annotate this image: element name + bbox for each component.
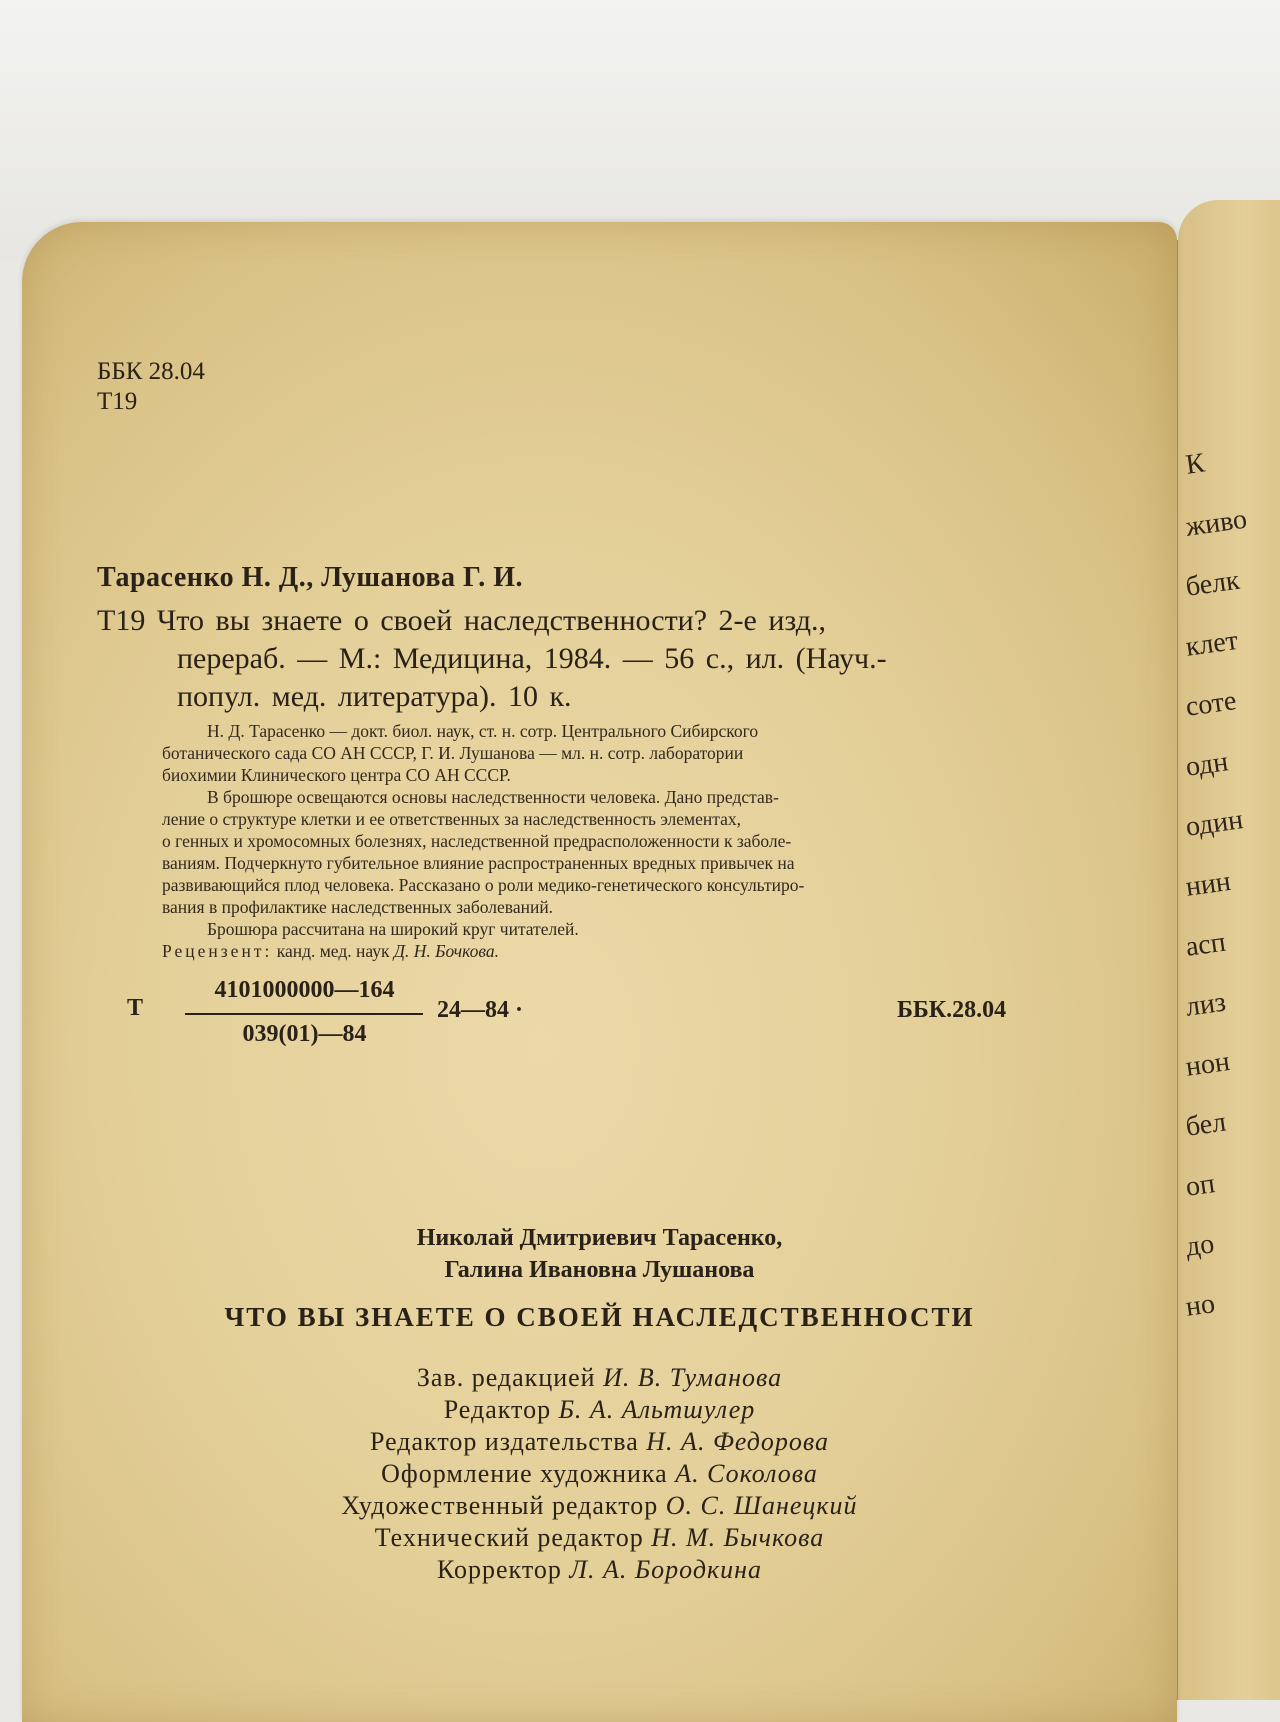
facing-page-fragment: но: [1183, 1288, 1217, 1323]
bbk-code: ББК 28.04: [97, 358, 205, 385]
credit-role: Зав. редакцией: [416, 1363, 596, 1392]
author-full-name: Николай Дмитриевич Тарасенко,: [416, 1225, 783, 1251]
annotation-line: развивающийся плод человека. Рассказано о роли медико-генетического консультиро-: [162, 875, 805, 895]
reviewer-name: Д. Н. Бочкова.: [393, 941, 499, 961]
fraction-line: [185, 1013, 423, 1015]
background-surface: [0, 0, 1280, 260]
annotation-line: Брошюра рассчитана на широкий круг читателей.: [207, 919, 579, 939]
credit-role: Художественный редактор: [341, 1491, 659, 1520]
credit-line: [22, 1426, 1177, 1458]
reviewer-label: Рецензент:: [162, 941, 273, 961]
code-letter: Т: [127, 995, 144, 1021]
credit-role: Корректор: [436, 1555, 562, 1584]
annotation-line: вания в профилактике наследственных заболеваний.: [162, 897, 554, 917]
annotation-line: ление о структуре клетки и ее ответственных за наследственность элементах,: [162, 809, 741, 829]
biblio-line: Т19 Что вы знаете о своей наследственности? 2-е изд.,: [97, 604, 826, 637]
annotation-line: В брошюре освещаются основы наследственности человека. Дано представ-: [207, 787, 779, 807]
facing-page-fragment: клет: [1183, 624, 1240, 663]
code-numerator: 4101000000—164: [214, 977, 395, 1003]
facing-page-fragment: одн: [1183, 746, 1231, 783]
bbk-code-bottom: ББК.28.04: [897, 997, 1007, 1023]
annotation-block: [162, 720, 804, 962]
reviewer-degree: канд. мед. наук: [276, 941, 390, 961]
credit-line: [22, 1554, 1177, 1586]
credit-name: А. Соколова: [675, 1459, 818, 1488]
facing-page-fragment: белк: [1183, 564, 1242, 603]
book-title: ЧТО ВЫ ЗНАЕТЕ О СВОЕЙ НАСЛЕДСТВЕННОСТИ: [224, 1302, 975, 1332]
credit-name: Н. М. Бычкова: [651, 1523, 825, 1552]
credit-role: Редактор: [443, 1395, 552, 1424]
book-page: [22, 222, 1177, 1722]
credit-line: [22, 1458, 1177, 1490]
facing-page-fragment: нон: [1183, 1046, 1232, 1083]
bibliographic-description: [97, 602, 887, 716]
author-full-name: Галина Ивановна Лушанова: [444, 1257, 755, 1283]
facing-page-fragment: К: [1183, 447, 1207, 481]
credit-name: Л. А. Бородкина: [569, 1555, 763, 1584]
credit-name: И. В. Туманова: [603, 1363, 783, 1392]
facing-page-fragment: до: [1183, 1228, 1217, 1263]
facing-page-fragment: один: [1183, 804, 1245, 843]
credit-line: [22, 1522, 1177, 1554]
credit-name: Б. А. Альтшулер: [558, 1395, 756, 1424]
author-info-line: ботанического сада СО АН СССР, Г. И. Лушанова — мл. н. сотр. лаборатории: [162, 743, 744, 763]
bbk-index-block: [97, 357, 205, 417]
authors-heading: Тарасенко Н. Д., Лушанова Г. И.: [97, 562, 523, 593]
facing-page: [1178, 200, 1280, 1700]
credit-line: [22, 1490, 1177, 1522]
code-number: 24—84 ·: [437, 997, 524, 1023]
biblio-line: перераб. — М.: Медицина, 1984. — 56 с., ил. (Науч.-: [177, 642, 887, 675]
annotation-line: ваниям. Подчеркнуто губительное влияние распространенных вредных привычек на: [162, 853, 795, 873]
facing-page-fragment: лиз: [1183, 986, 1228, 1023]
reviewer-line: [162, 940, 804, 962]
credit-line: [22, 1394, 1177, 1426]
credit-role: Редактор издательства: [369, 1427, 639, 1456]
credit-role: Технический редактор: [374, 1523, 644, 1552]
facing-page-fragment: нин: [1183, 865, 1233, 903]
facing-page-fragment: асп: [1183, 926, 1228, 963]
annotation-line: о генных и хромосомных болезнях, наследственной предрасположенности к заболе-: [162, 831, 792, 851]
facing-page-fragment: бел: [1183, 1106, 1228, 1143]
credit-role: Оформление художника: [381, 1459, 668, 1488]
facing-page-fragment: живо: [1183, 503, 1249, 543]
facing-page-fragment: оп: [1183, 1168, 1217, 1203]
credit-line: [22, 1362, 1177, 1394]
code-denominator: 039(01)—84: [242, 1021, 367, 1047]
full-author-names: [22, 1222, 1177, 1286]
biblio-line: попул. мед. литература). 10 к.: [177, 680, 572, 713]
facing-page-fragment: соте: [1183, 685, 1239, 723]
author-info-line: биохимии Клинического центра СО АН СССР.: [162, 765, 511, 785]
credit-name: О. С. Шанецкий: [665, 1491, 858, 1520]
credits-block: [22, 1362, 1177, 1586]
credit-name: Н. А. Федорова: [646, 1427, 830, 1456]
author-info-line: Н. Д. Тарасенко — докт. биол. наук, ст. н. сотр. Центрального Сибирского: [207, 721, 759, 741]
author-mark: Т19: [97, 388, 138, 415]
